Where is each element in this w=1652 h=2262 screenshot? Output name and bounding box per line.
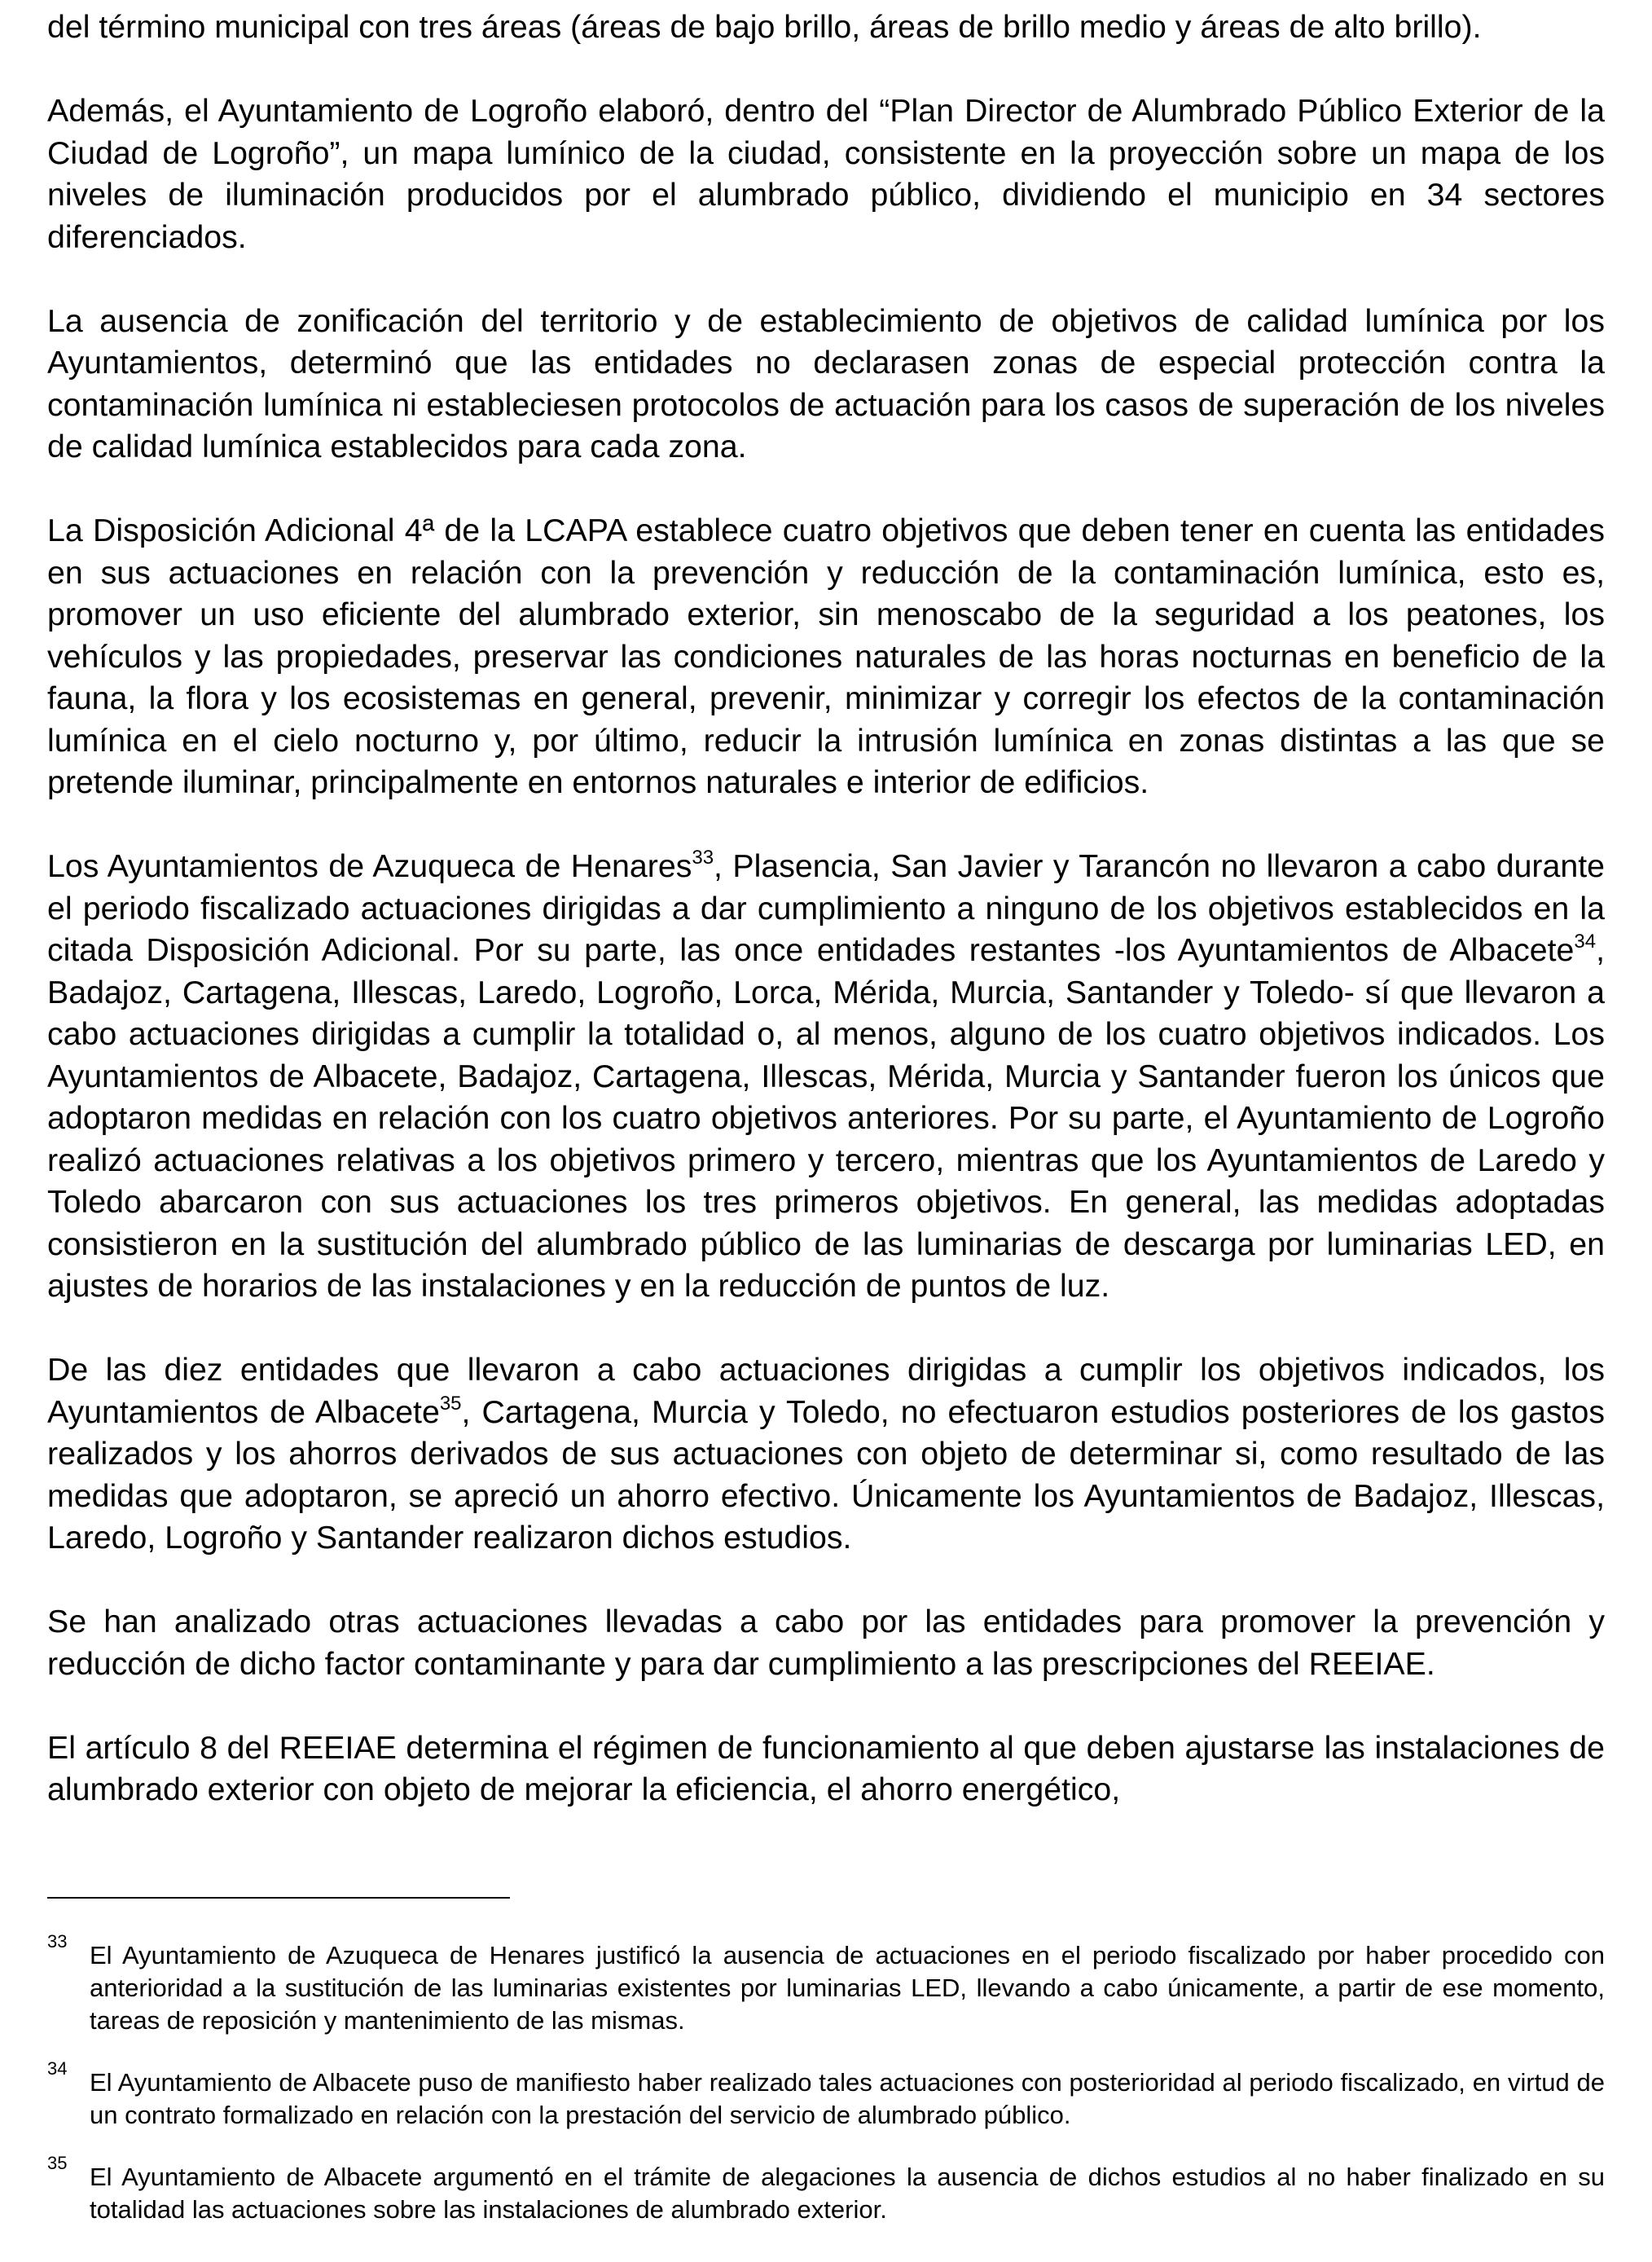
footnote-33 bbox=[47, 1931, 1605, 2037]
footnote-text: El Ayuntamiento de Albacete puso de manifiesto haber realizado tales actuaciones con posterioridad al periodo fiscalizado, en virtud de un contrato formalizado en relación con la prestación del servicio de alumbrado público. bbox=[90, 2068, 1605, 2129]
paragraph-5-part-c: , Badajoz, Cartagena, Illescas, Laredo, Logroño, Lorca, Mérida, Murcia, Santander y Toledo- sí que llevaron a cabo actuaciones dirigidas a cumplir la totalidad o, al menos, alguno de los cuatro objetivos indicados. Los Ayuntamientos de Albacete, Badajoz, Cartagena, Illescas, Mérida, Murcia y Santander fueron los únicos que adoptaron medidas en relación con los cuatro objetivos anteriores. Por su parte, el Ayuntamiento de Logroño realizó actuaciones relativas a los objetivos primero y tercero, mientras que los Ayuntamientos de Laredo y Toledo abarcaron con sus actuaciones los tres primeros objetivos. En general, las medidas adoptadas consistieron en la sustitución del alumbrado público de las luminarias de descarga por luminarias LED, en ajustes de horarios de las instalaciones y en la reducción de puntos de luz. bbox=[47, 932, 1605, 1304]
paragraph-6 bbox=[47, 1349, 1605, 1560]
paragraph-5 bbox=[47, 846, 1605, 1308]
footnote-number: 35 bbox=[47, 2153, 68, 2173]
paragraph-5-part-b: , Plasencia, San Javier y Tarancón no llevaron a cabo durante el periodo fiscalizado actuaciones dirigidas a dar cumplimiento a ninguno de los objetivos establecidos en la citada Disposición Adicional. Por su parte, las once entidades restantes -los Ayuntamientos de Albacete bbox=[47, 848, 1605, 968]
paragraph-1: del término municipal con tres áreas (áreas de bajo brillo, áreas de brillo medio y áreas de alto brillo). bbox=[47, 9, 1482, 45]
paragraph-8: El artículo 8 del REEIAE determina el régimen de funcionamiento al que deben ajustarse las instalaciones de alumbrado exterior con objeto de mejorar la eficiencia, el ahorro energético, bbox=[47, 1729, 1605, 1807]
paragraph-4: La Disposición Adicional 4ª de la LCAPA establece cuatro objetivos que deben tener en cuenta las entidades en sus actuaciones en relación con la prevención y reducción de la contaminación lumínica, esto es, promover un uso eficiente del alumbrado exterior, sin menoscabo de la seguridad a los peatones, los vehículos y las propiedades, preservar las condiciones naturales de las horas nocturnas en beneficio de la fauna, la flora y los ecosistemas en general, prevenir, minimizar y corregir los efectos de la contaminación lumínica en el cielo nocturno y, por último, reducir la intrusión lumínica en zonas distintas a las que se pretende iluminar, principalmente en entornos naturales e interior de edificios. bbox=[47, 513, 1605, 800]
footnote-separator bbox=[47, 1897, 510, 1899]
paragraph-2: Además, el Ayuntamiento de Logroño elaboró, dentro del “Plan Director de Alumbrado Público Exterior de la Ciudad de Logroño”, un mapa lumínico de la ciudad, consistente en la proyección sobre un mapa de los niveles de iluminación producidos por el alumbrado público, dividiendo el municipio en 34 sectores diferenciados. bbox=[47, 93, 1605, 255]
footnote-ref-35[interactable]: 35 bbox=[439, 1392, 462, 1415]
footnote-35 bbox=[47, 2153, 1605, 2226]
paragraph-6-part-b: , Cartagena, Murcia y Toledo, no efectuaron estudios posteriores de los gastos realizados y los ahorros derivados de sus actuaciones con objeto de determinar si, como resultado de las medidas que adoptaron, se apreció un ahorro efectivo. Únicamente los Ayuntamientos de Badajoz, Illescas, Laredo, Logroño y Santander realizaron dichos estudios. bbox=[47, 1393, 1605, 1556]
paragraph-6-part-a: De las diez entidades que llevaron a cabo actuaciones dirigidas a cumplir los objetivos indicados, los Ayuntamientos de Albacete bbox=[47, 1352, 1605, 1430]
footnote-ref-34[interactable]: 34 bbox=[1574, 931, 1597, 953]
paragraph-3: La ausencia de zonificación del territorio y de establecimiento de objetivos de calidad lumínica por los Ayuntamientos, determinó que las entidades no declarasen zonas de especial protección contra la contaminación lumínica ni estableciesen protocolos de actuación para los casos de superación de los niveles de calidad lumínica establecidos para cada zona. bbox=[47, 302, 1605, 464]
footnote-34 bbox=[47, 2058, 1605, 2132]
footnote-text: El Ayuntamiento de Azuqueca de Henares justificó la ausencia de actuaciones en el periodo fiscalizado por haber procedido con anterioridad a la sustitución de las luminarias existentes por luminarias LED, llevando a cabo únicamente, a partir de ese momento, tareas de reposición y mantenimiento de las mismas. bbox=[90, 1941, 1605, 2035]
footnote-number: 34 bbox=[47, 2058, 68, 2079]
footnote-text: El Ayuntamiento de Albacete argumentó en el trámite de alegaciones la ausencia de dichos estudios al no haber finalizado en su totalidad las actuaciones sobre las instalaciones de alumbrado exterior. bbox=[90, 2163, 1605, 2224]
footnotes bbox=[47, 1931, 1605, 2255]
paragraph-5-part-a: Los Ayuntamientos de Azuqueca de Henares bbox=[47, 848, 692, 884]
footnote-ref-33[interactable]: 33 bbox=[692, 847, 714, 869]
body-text bbox=[47, 7, 1605, 1811]
footnote-number: 33 bbox=[47, 1931, 68, 1952]
paragraph-7: Se han analizado otras actuaciones llevadas a cabo por las entidades para promover la prevención y reducción de dicho factor contaminante y para dar cumplimiento a las prescripciones del REEIAE. bbox=[47, 1604, 1605, 1682]
